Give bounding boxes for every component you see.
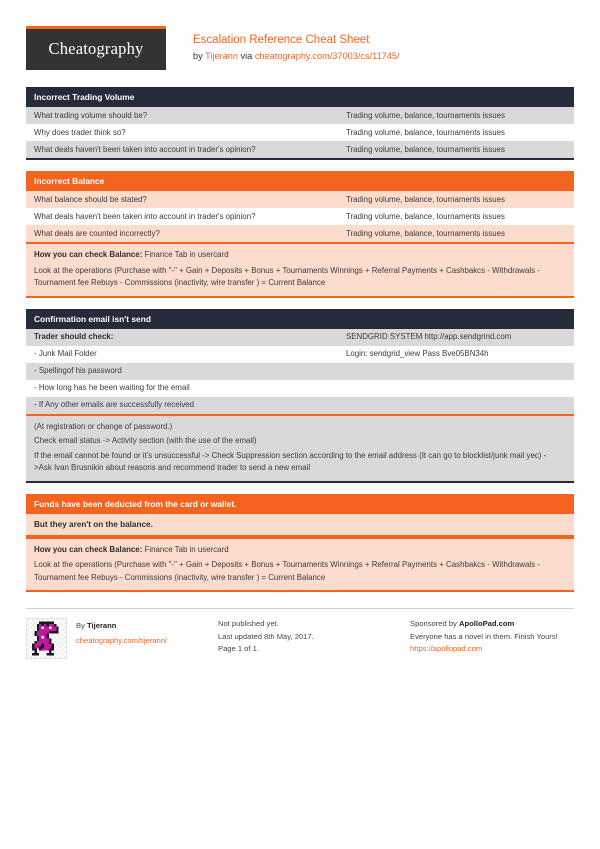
byline-via: via [240,51,253,61]
row-answer: Trading volume, balance, tournaments issues [346,110,505,120]
source-url-link[interactable]: cheatography.com/37003/cs/11745/ [254,51,400,61]
table-row [26,124,574,141]
row-label: - Junk Mail Folder [34,349,97,358]
section-rows [26,191,574,242]
footer-author-prefix: By [76,621,85,630]
row-question: What deals are counted incorrectly? [34,228,160,238]
row-answer: Trading volume, balance, tournaments issues [346,211,505,221]
note-lead-line [34,544,566,557]
footer-sponsor-column [410,618,574,659]
avatar-dinosaur-icon [26,618,67,659]
row-question: What balance should be stated? [34,194,147,204]
section-funds-deducted [26,494,574,593]
sponsor-name: ApolloPad.com [459,619,515,628]
section-rows [26,107,574,160]
table-row [26,397,574,414]
section-incorrect-trading-volume [26,87,574,160]
row-value: Login: sendgrid_view Pass Bve05BN34h [346,349,489,358]
page-number: Page 1 of 1. [218,644,259,653]
sponsor-url-line [410,643,574,656]
section-heading: Funds have been deducted from the card or wallet. [26,494,574,514]
row-label: - If Any other emails are successfully received [34,400,195,409]
section-rows [26,329,574,414]
row-question: What deals haven't been taken into account in trader's opinion? [34,211,256,221]
sponsor-tagline: Everyone has a novel in them. Finish Yours! [410,631,558,641]
byline [193,50,400,62]
footer-author-url-line [76,635,167,648]
header-meta [193,26,400,62]
section-subheading: But they aren't on the balance. [26,514,574,537]
section-incorrect-balance [26,171,574,298]
note-lead-rest: Finance Tab in usercard [142,250,229,259]
section-confirmation-email [26,309,574,483]
publish-status: Not published yet. [218,619,279,628]
row-answer: Trading volume, balance, tournaments issues [346,228,505,238]
sponsor-link[interactable]: https://apollopad.com [410,644,483,653]
paragraph-line: Check email status -> Activity section (with the use of the email) [34,436,257,445]
balance-check-note [26,537,574,593]
note-body: Look at the operations (Purchase with "-" + Gain + Deposits + Bonus + Tournaments Winnings + Referral Payments + Cashbakcs - Withdrawals - Tournament fee Rebuys - Commissions (inactivity, wire transfer ) = Current Balance [34,265,540,287]
table-row [26,329,574,346]
sponsor-prefix: Sponsored by [410,619,457,628]
row-question: What trading volume should be? [34,110,148,120]
note-body: Look at the operations (Purchase with "-" + Gain + Deposits + Bonus + Tournaments Winnings + Referral Payments + Cashbakcs - Withdrawals - Tournament fee Rebuys - Commissions (inactivity, wire transfer ) = Current Balance [34,560,540,582]
last-updated: Last updated 8th May, 2017. [218,631,314,641]
section-heading: Incorrect Trading Volume [26,87,574,107]
table-row [26,225,574,242]
row-label: Trader should check: [34,332,114,341]
section-heading: Incorrect Balance [26,171,574,191]
note-lead-line [34,249,566,262]
row-question: Why does trader think so? [34,127,126,137]
row-label: - Spellingof his password [34,366,122,375]
byline-prefix: by [193,51,203,61]
table-row [26,191,574,208]
cheatography-logo[interactable] [26,26,166,70]
footer-author-line [76,620,167,633]
page-footer [26,608,574,659]
balance-check-note [26,242,574,298]
row-label: - How long has he been waiting for the email [34,383,190,392]
author-link[interactable]: Tijerann [205,51,238,61]
cheatsheet-body [26,26,574,659]
row-question: What deals haven't been taken into account in trader's opinion? [34,144,256,154]
table-row [26,380,574,397]
footer-author-name: Tijerann [87,621,117,630]
row-answer: Trading volume, balance, tournaments issues [346,194,505,204]
page-header [26,26,574,76]
row-value: SENDGRID SYSTEM http://app.sendgrind.com [346,332,512,341]
note-lead: How you can check Balance: [34,544,143,554]
logo-text: Cheatography [48,39,144,59]
table-row [26,363,574,380]
footer-author-column [26,618,218,659]
footer-author-meta [76,618,167,659]
table-row [26,346,574,363]
section-heading: Confirmation email isn't send [26,309,574,329]
note-lead-rest: Finance Tab in usercard [142,544,229,554]
paragraph-line: If the email cannot be found or it's unsuccessful -> Check Suppression section according to the email address (It can go to blocklist/junk mail yec) - >Ask Ivan Brusnikin about reasons and recommend trader to send a new email [34,450,547,472]
sponsor-line [410,618,574,631]
table-row [26,208,574,225]
row-answer: Trading volume, balance, tournaments issues [346,127,505,137]
table-row [26,107,574,124]
footer-author-link[interactable]: cheatography.com/tijerann/ [76,635,168,645]
note-lead: How you can check Balance: [34,250,143,259]
page-title: Escalation Reference Cheat Sheet [193,34,370,46]
table-row [26,141,574,158]
paragraph-line: (At registration or change of password.) [34,421,173,431]
footer-publish-column [218,618,410,659]
row-answer: Trading volume, balance, tournaments issues [346,144,505,154]
email-procedure-paragraph [26,414,574,483]
